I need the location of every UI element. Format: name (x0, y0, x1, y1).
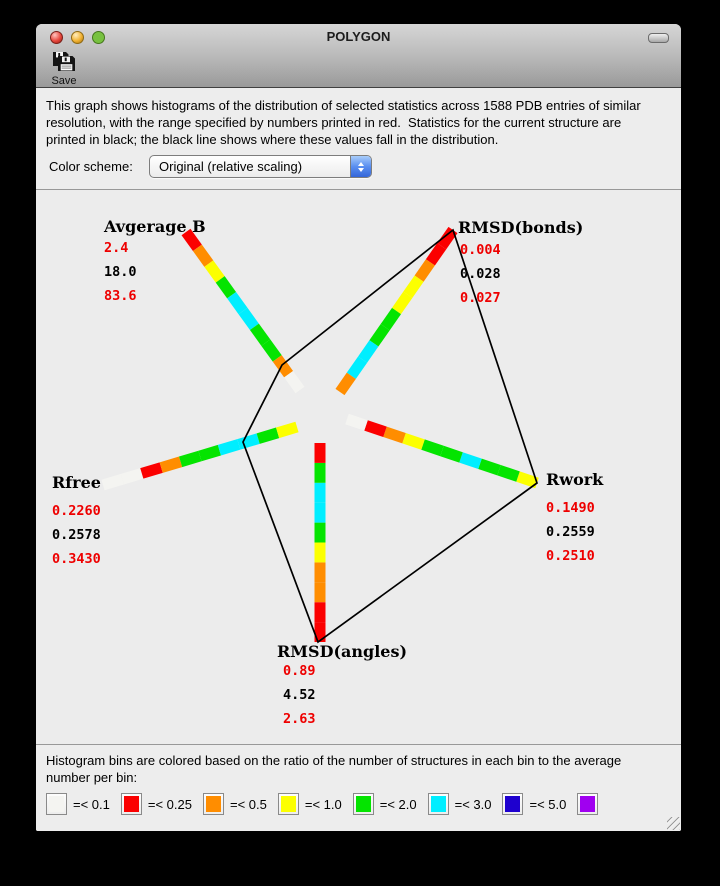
legend-bin-label: =< 0.5 (229, 796, 267, 812)
histogram-bin-rwork (480, 464, 499, 470)
axis-min-value-average_b: 2.4 (104, 240, 129, 256)
histogram-bin-rfree (122, 473, 141, 479)
legend-swatch-icon (203, 793, 224, 815)
resize-grip[interactable] (667, 817, 680, 830)
polygon-window (36, 24, 681, 831)
toolbar (36, 50, 681, 88)
histogram-bin-rfree (219, 444, 238, 450)
axis-current-value-rwork: 0.2559 (546, 524, 595, 540)
legend-bin-row (46, 793, 671, 815)
window-header (36, 24, 681, 88)
legend-bin (46, 793, 121, 815)
legend-bin (121, 793, 203, 815)
histogram-bin-average_b (289, 374, 300, 390)
axis-max-value-average_b: 83.6 (104, 288, 137, 304)
legend-bin (577, 793, 604, 815)
axis-max-value-rmsd_bonds: 0.027 (460, 290, 501, 306)
histogram-bin-average_b (232, 295, 243, 311)
axis-min-value-rfree: 0.2260 (52, 503, 101, 519)
color-scheme-dropdown[interactable] (149, 155, 372, 178)
legend-swatch-color (505, 796, 520, 812)
legend-swatch-icon (278, 793, 299, 815)
axis-label-rwork: Rwork (546, 470, 604, 489)
legend-swatch-icon (577, 793, 598, 815)
titlebar (36, 24, 681, 50)
legend-bin-label: =< 5.0 (529, 796, 567, 812)
histogram-bin-rwork (423, 445, 442, 451)
histogram-bin-rfree (142, 468, 161, 474)
histogram-bin-rmsd_bonds (340, 376, 351, 392)
legend-swatch-icon (121, 793, 142, 815)
legend-bin-label: =< 3.0 (454, 796, 492, 812)
histogram-bin-rmsd_bonds (408, 279, 419, 295)
histogram-bin-rwork (518, 477, 537, 483)
save-button[interactable] (44, 50, 84, 87)
histogram-bin-rmsd_bonds (385, 311, 396, 327)
description-text: This graph shows histograms of the distribution of selected statistics across 1588 PDB entries of similar resolution, with the range specified by numbers printed in red. Statistics for the current structure are printed in black; the black line shows where these values fall in the distribution. (46, 98, 645, 147)
histogram-bin-average_b (197, 248, 208, 264)
axis-min-value-rmsd_bonds: 0.004 (460, 242, 501, 258)
histogram-bin-rfree (278, 427, 297, 433)
legend-swatch-color (49, 796, 64, 812)
histogram-bin-rfree (161, 462, 180, 468)
histogram-bin-rmsd_bonds (397, 295, 408, 311)
legend-bin-label: =< 0.25 (147, 796, 192, 812)
window-title: POLYGON (326, 29, 391, 44)
axis-current-value-rfree: 0.2578 (52, 527, 101, 543)
legend-swatch-icon (353, 793, 374, 815)
legend-bin-label: =< 2.0 (379, 796, 417, 812)
histogram-bin-rfree (200, 450, 219, 456)
legend-bin-label: =< 1.0 (304, 796, 342, 812)
histogram-bin-rfree (239, 439, 258, 445)
histogram-bin-rwork (366, 425, 385, 431)
polygon-radar-chart (36, 190, 681, 745)
save-floppy-icon (52, 50, 76, 72)
histogram-bin-rwork (385, 432, 404, 438)
axis-max-value-rwork: 0.2510 (546, 548, 595, 564)
histogram-bin-rwork (461, 457, 480, 463)
legend-swatch-icon (428, 793, 449, 815)
legend-bin (203, 793, 278, 815)
histogram-bin-rmsd_bonds (374, 327, 385, 343)
axis-max-value-rfree: 0.3430 (52, 551, 101, 567)
legend-bin (428, 793, 503, 815)
chevron-up-icon (358, 162, 364, 166)
legend-bin (502, 793, 577, 815)
axis-label-rmsd_bonds: RMSD(bonds) (458, 218, 584, 237)
toolbar-toggle-button[interactable] (648, 33, 669, 43)
legend-swatch-color (431, 796, 446, 812)
histogram-bin-rmsd_bonds (419, 262, 430, 278)
axis-label-average_b: Avgerage B (104, 217, 206, 236)
chevron-down-icon (358, 168, 364, 172)
histogram-bin-rmsd_bonds (430, 246, 441, 262)
axis-current-value-average_b: 18.0 (104, 264, 137, 280)
histogram-bin-rfree (181, 456, 200, 462)
histogram-bin-average_b (220, 279, 231, 295)
legend-swatch-icon (502, 793, 523, 815)
histogram-bin-rwork (404, 438, 423, 444)
histogram-bin-rfree (103, 479, 122, 485)
histogram-bin-rwork (347, 419, 366, 425)
legend-swatch-color (580, 796, 595, 812)
axis-label-rmsd_angles: RMSD(angles) (277, 642, 408, 661)
axis-label-rfree: Rfree (52, 473, 101, 492)
color-scheme-label: Color scheme: (49, 159, 133, 174)
description-panel (36, 88, 681, 190)
axis-max-value-rmsd_angles: 2.63 (283, 711, 316, 727)
histogram-bin-average_b (209, 264, 220, 280)
legend-swatch-color (206, 796, 221, 812)
dropdown-stepper-icon (350, 156, 371, 177)
histogram-bin-average_b (254, 327, 265, 343)
legend-text: Histogram bins are colored based on the ratio of the number of structures in each bin to the average number per bin: (46, 753, 625, 785)
legend-bin (353, 793, 428, 815)
histogram-bin-rfree (258, 433, 277, 439)
legend-bin (278, 793, 353, 815)
axis-min-value-rmsd_angles: 0.89 (283, 663, 316, 679)
legend-bin-label: =< 0.1 (73, 796, 110, 812)
histogram-bin-rmsd_bonds (363, 343, 374, 359)
polygon-chart-panel (36, 190, 681, 745)
histogram-bin-average_b (243, 311, 254, 327)
histogram-bin-rwork (499, 470, 518, 476)
legend-swatch-color (281, 796, 296, 812)
legend-swatch-icon (46, 793, 67, 815)
axis-current-value-rmsd_angles: 4.52 (283, 687, 316, 703)
legend-panel (36, 745, 681, 831)
legend-swatch-color (356, 796, 371, 812)
axis-current-value-rmsd_bonds: 0.028 (460, 266, 501, 282)
histogram-bin-rwork (442, 451, 461, 457)
legend-swatch-color (124, 796, 139, 812)
color-scheme-row (46, 155, 671, 178)
histogram-bin-average_b (266, 343, 277, 359)
save-button-label: Save (51, 75, 77, 87)
histogram-bin-rmsd_bonds (351, 360, 362, 376)
axis-min-value-rwork: 0.1490 (546, 500, 595, 516)
color-scheme-selected-value: Original (relative scaling) (159, 159, 303, 174)
